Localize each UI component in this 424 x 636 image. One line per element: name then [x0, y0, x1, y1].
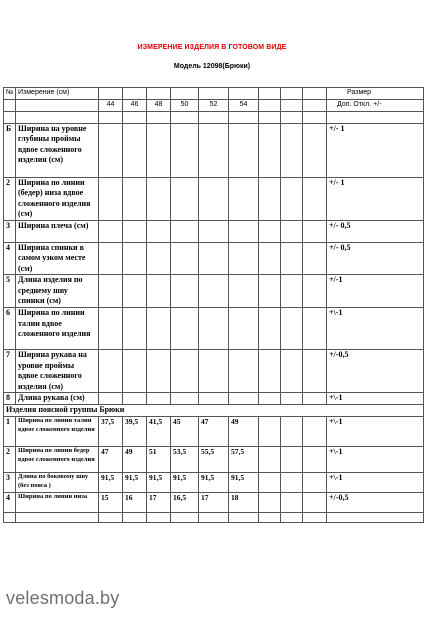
row-label: Длина рукава (см) — [16, 393, 99, 405]
value-cell: 39,5 — [123, 417, 147, 447]
table-row — [4, 177, 424, 220]
row-num: Б — [4, 123, 16, 177]
table-row — [4, 393, 424, 405]
spacer-row — [4, 513, 424, 523]
row-label: Ширина по линии (бедер) низа вдвое сложенного изделия (см) — [16, 177, 99, 220]
value-cell: 47 — [199, 417, 229, 447]
row-label: Длина по боковому шву (без пояса ) — [16, 473, 99, 493]
value-cell: 91,5 — [99, 473, 123, 493]
row-num: 6 — [4, 308, 16, 350]
value-cell: 18 — [229, 493, 259, 513]
size-44: 44 — [99, 100, 123, 112]
value-cell: 51 — [147, 447, 171, 473]
table-row — [4, 493, 424, 513]
table-row — [4, 220, 424, 242]
model-subtitle: Модель 12098(Брюки) — [173, 63, 251, 70]
row-label: Ширина рукава на уровне проймы вдвое сложенного изделия (см) — [16, 350, 99, 393]
value-cell: 47 — [99, 447, 123, 473]
header-measure: Измерение (см) — [16, 88, 99, 100]
table-row — [4, 242, 424, 275]
row-tolerance: +/- 1 — [327, 177, 424, 220]
row-tolerance: +/- 0,5 — [327, 220, 424, 242]
row-label: Ширина по линии талии вдвое сложенного изделия — [16, 308, 99, 350]
row-label: Ширина по линии бедер вдвое сложенного изделия — [16, 447, 99, 473]
header-size: Размер — [327, 88, 424, 100]
value-cell: 53,5 — [171, 447, 199, 473]
row-num: 2 — [4, 177, 16, 220]
value-cell: 16 — [123, 493, 147, 513]
measurement-table — [3, 87, 424, 523]
row-tolerance: +/-0,5 — [327, 493, 424, 513]
size-48: 48 — [147, 100, 171, 112]
sizes-row — [4, 100, 424, 112]
row-tolerance: +\-1 — [327, 417, 424, 447]
row-tolerance: +/-0,5 — [327, 350, 424, 393]
header-tolerance: Доп. Откл. +/- — [327, 100, 424, 112]
value-cell: 57,5 — [229, 447, 259, 473]
row-tolerance: +/- 1 — [327, 123, 424, 177]
size-50: 50 — [171, 100, 199, 112]
value-cell: 37,5 — [99, 417, 123, 447]
row-num: 1 — [4, 417, 16, 447]
row-num: 8 — [4, 393, 16, 405]
watermark-text: velesmoda.by — [6, 588, 120, 608]
size-46: 46 — [123, 100, 147, 112]
value-cell: 49 — [229, 417, 259, 447]
table-row — [4, 123, 424, 177]
row-num: 2 — [4, 447, 16, 473]
row-label: Ширина на уровне глубины проймы вдвое сложенного изделия (см) — [16, 123, 99, 177]
value-cell: 17 — [199, 493, 229, 513]
value-cell: 15 — [99, 493, 123, 513]
row-tolerance: +\-1 — [327, 473, 424, 493]
row-num: 3 — [4, 473, 16, 493]
value-cell: 41,5 — [147, 417, 171, 447]
spacer-row — [4, 111, 424, 123]
section-label: Изделия поясной группы Брюки — [4, 405, 424, 417]
row-label: Ширина плеча (см) — [16, 220, 99, 242]
value-cell: 55,5 — [199, 447, 229, 473]
row-num: 3 — [4, 220, 16, 242]
row-tolerance: +\-1 — [327, 447, 424, 473]
table-row — [4, 350, 424, 393]
row-num: 4 — [4, 242, 16, 275]
size-52: 52 — [199, 100, 229, 112]
row-num: 5 — [4, 275, 16, 308]
row-label: Ширина спинки в самом узком месте (см) — [16, 242, 99, 275]
row-tolerance: +\-1 — [327, 393, 424, 405]
header-row — [4, 88, 424, 100]
section-row — [4, 405, 424, 417]
value-cell: 91,5 — [123, 473, 147, 493]
row-tolerance: +\-1 — [327, 308, 424, 350]
row-label: Ширина по линии талии вдвое сложенного изделия — [16, 417, 99, 447]
row-tolerance: +/-1 — [327, 275, 424, 308]
header-num: № — [4, 88, 16, 100]
table-row — [4, 275, 424, 308]
value-cell: 16,5 — [171, 493, 199, 513]
row-num: 4 — [4, 493, 16, 513]
value-cell: 49 — [123, 447, 147, 473]
value-cell: 91,5 — [199, 473, 229, 493]
table-row — [4, 447, 424, 473]
row-label: Ширина по линии низа — [16, 493, 99, 513]
page-title: ИЗМЕРЕНИЕ ИЗДЕЛИЯ В ГОТОВОМ ВИДЕ — [137, 44, 287, 51]
table-row — [4, 473, 424, 493]
size-54: 54 — [229, 100, 259, 112]
table-row — [4, 308, 424, 350]
row-label: Длина изделия по среднему шву спинки (см) — [16, 275, 99, 308]
row-num: 7 — [4, 350, 16, 393]
row-tolerance: +/- 0,5 — [327, 242, 424, 275]
value-cell: 91,5 — [171, 473, 199, 493]
value-cell: 17 — [147, 493, 171, 513]
table-row — [4, 417, 424, 447]
value-cell: 91,5 — [147, 473, 171, 493]
value-cell: 91,5 — [229, 473, 259, 493]
value-cell: 45 — [171, 417, 199, 447]
